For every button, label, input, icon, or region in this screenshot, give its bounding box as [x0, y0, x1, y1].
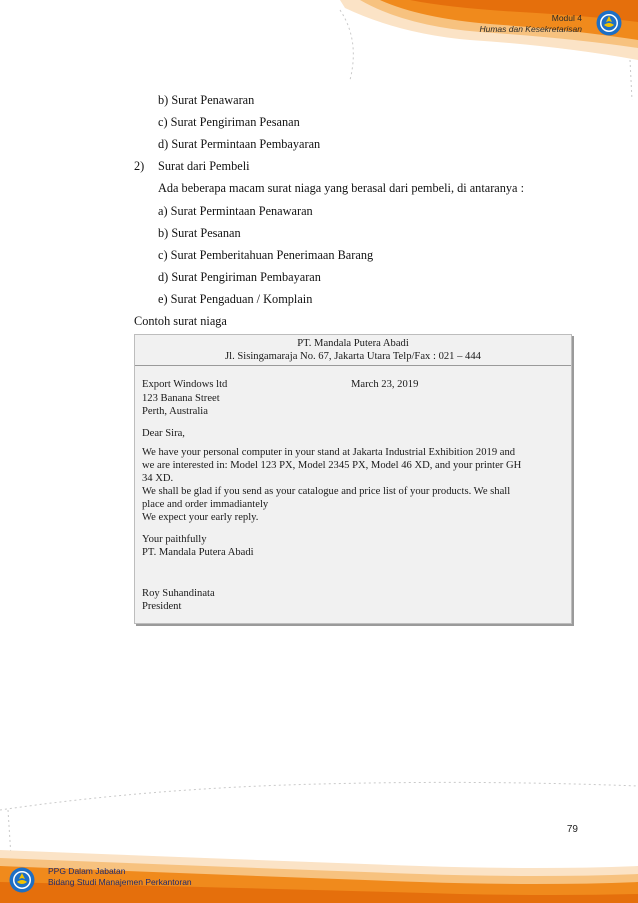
letter-company-name: PT. Mandala Putera Abadi	[297, 338, 409, 349]
header-module-title	[479, 13, 582, 35]
letter-body-line: place and order immadiantely	[142, 499, 269, 510]
letter-signer-name: Roy Suhandinata	[142, 588, 215, 599]
letter-recipient-city: Perth, Australia	[142, 406, 208, 417]
letter-body-line: We expect your early reply.	[142, 512, 259, 523]
letterhead-divider	[135, 365, 571, 366]
item-surat-permintaan-pembayaran: d) Surat Permintaan Pembayaran	[158, 137, 321, 151]
letter-body-line: we are interested in: Model 123 PX, Model 2345 PX, Model 46 XD, and your printer GH	[142, 460, 522, 471]
item-surat-pengiriman-pesanan: c) Surat Pengiriman Pesanan	[158, 115, 300, 129]
module-label: Modul 4	[551, 13, 582, 23]
section-2-title: Surat dari Pembeli	[158, 159, 250, 173]
letter-salutation: Dear Sira,	[142, 428, 185, 439]
buyer-item: a) Surat Permintaan Penawaran	[158, 204, 313, 218]
module-subtitle: Humas dan Kesekretarisan	[479, 24, 582, 34]
sample-letter-box	[134, 334, 572, 624]
footer-line-1: PPG Dalam Jabatan	[48, 866, 126, 876]
letter-closing-company: PT. Mandala Putera Abadi	[142, 547, 254, 558]
section-2-number: 2)	[134, 159, 145, 173]
tut-wuri-handayani-logo-icon	[9, 867, 35, 893]
letter-body-line: We shall be glad if you send as your catalogue and price list of your products. We shall	[142, 486, 511, 497]
tut-wuri-handayani-logo-icon	[596, 10, 622, 36]
letter-signer-title: President	[142, 601, 182, 612]
letter-body-line: 34 XD.	[142, 473, 174, 484]
footer-program-info	[48, 866, 192, 888]
letter-recipient-name: Export Windows ltd	[142, 379, 228, 390]
buyer-item: e) Surat Pengaduan / Komplain	[158, 292, 313, 306]
letter-date: March 23, 2019	[351, 379, 419, 390]
letter-company-address: Jl. Sisingamaraja No. 67, Jakarta Utara Telp/Fax : 021 – 444	[225, 351, 481, 362]
letter-recipient-street: 123 Banana Street	[142, 393, 220, 404]
item-surat-penawaran: b) Surat Penawaran	[158, 93, 255, 107]
footer-line-2: Bidang Studi Manajemen Perkantoran	[48, 877, 192, 887]
page-number: 79	[566, 824, 578, 835]
buyer-item: b) Surat Pesanan	[158, 226, 241, 240]
letter-body-line: We have your personal computer in your stand at Jakarta Industrial Exhibition 2019 and	[142, 447, 516, 458]
example-label: Contoh surat niaga	[134, 314, 227, 328]
buyer-item: c) Surat Pemberitahuan Penerimaan Barang	[158, 248, 374, 262]
letter-closing: Your paithfully	[142, 534, 207, 545]
buyer-item: d) Surat Pengiriman Pembayaran	[158, 270, 321, 284]
section-2-intro: Ada beberapa macam surat niaga yang berasal dari pembeli, di antaranya :	[158, 181, 525, 195]
